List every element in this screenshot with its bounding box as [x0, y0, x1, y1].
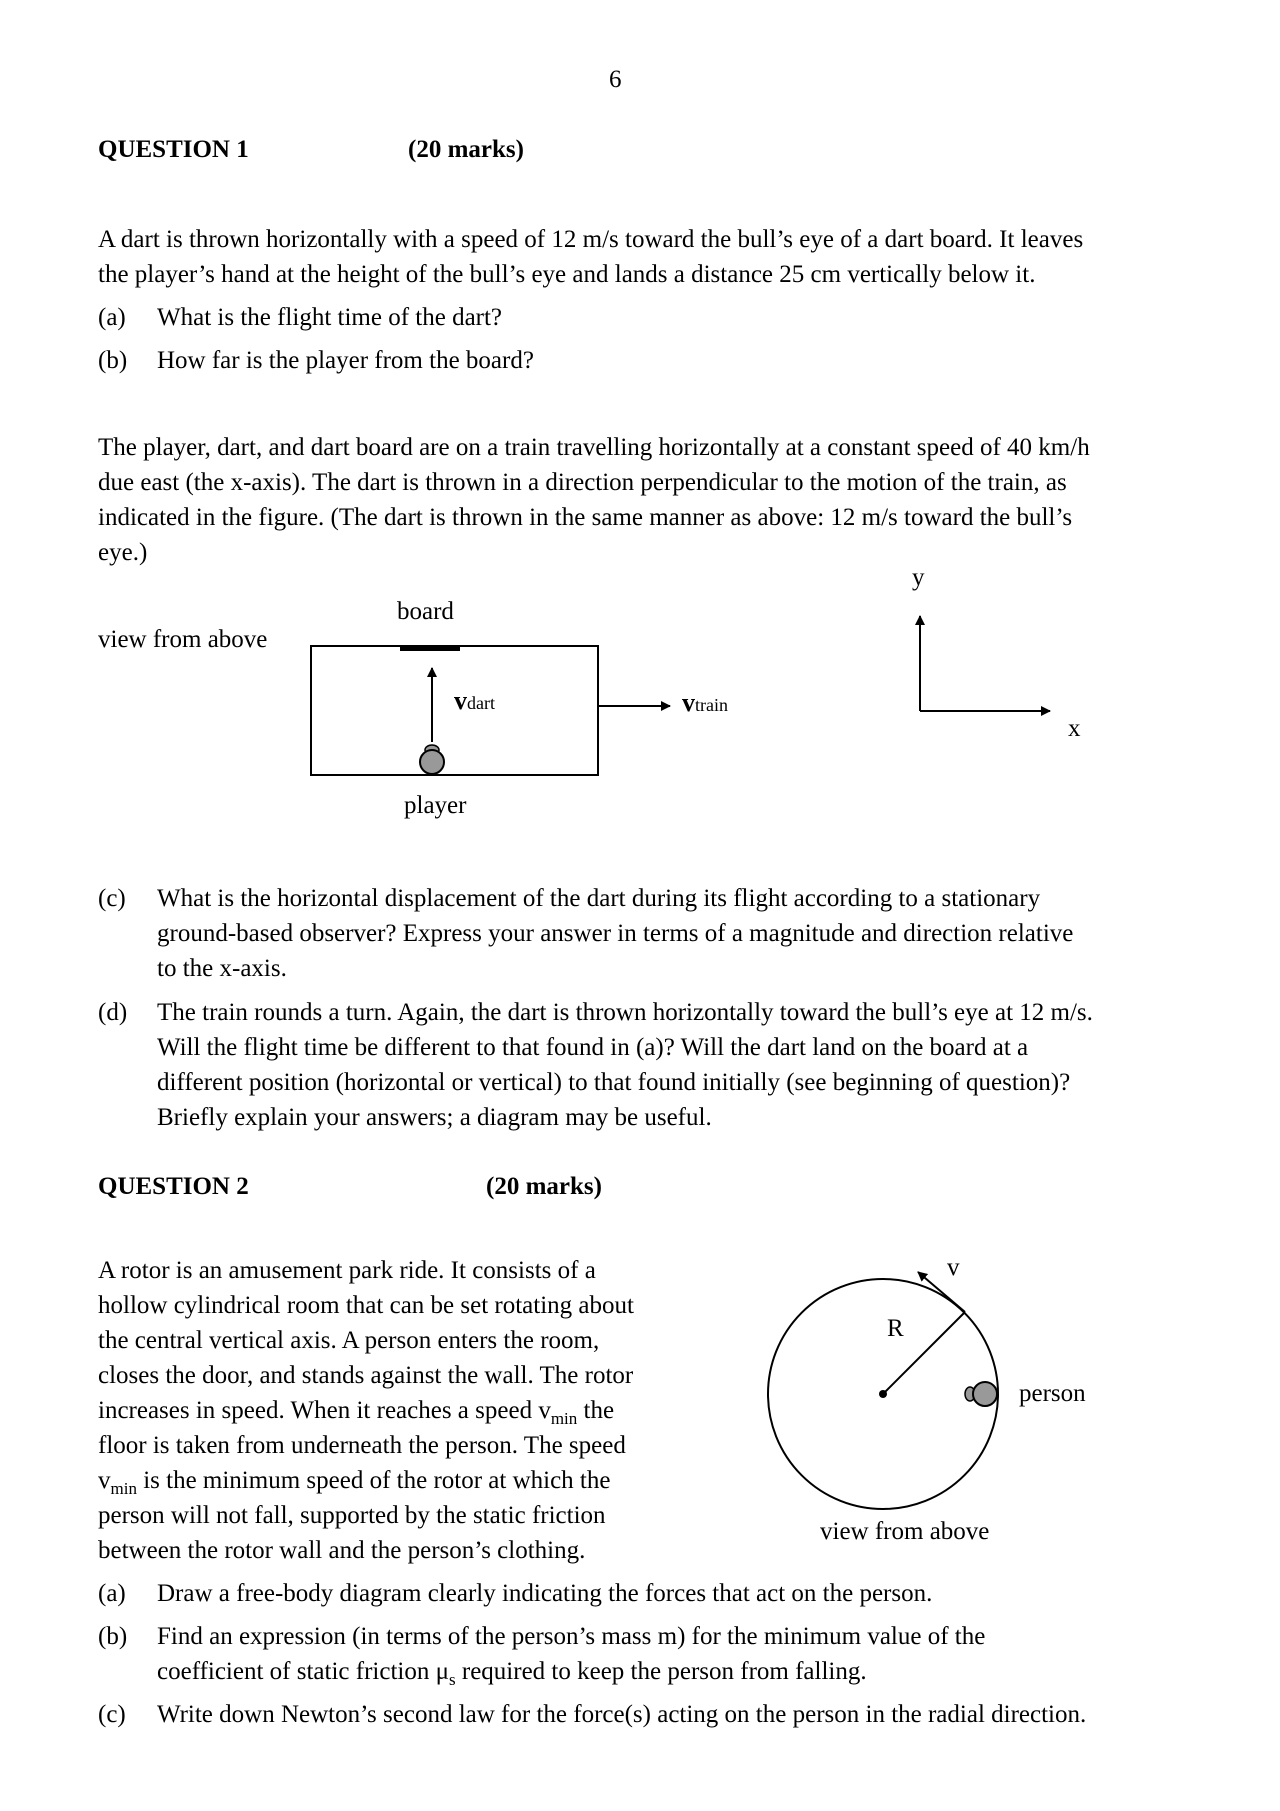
board-label: board: [397, 598, 454, 625]
x-axis-label: x: [1068, 715, 1081, 742]
q1-part-d-line-1: The train rounds a turn. Again, the dart is thrown horizontally toward the bull’s eye at 12 m/s.: [157, 999, 1093, 1026]
player-icon: [420, 745, 444, 774]
q1-part-a-text: What is the flight time of the dart?: [157, 304, 503, 331]
q2-intro-line-4: closes the door, and stands against the wall. The rotor: [98, 1362, 634, 1389]
v-dart-label: vdart: [454, 686, 495, 715]
q2-part-a-label: (a): [98, 1580, 126, 1607]
q1-intro-line-1: A dart is thrown horizontally with a speed of 12 m/s toward the bull’s eye of a dart board. It leaves: [98, 226, 1084, 253]
q2-part-c-label: (c): [98, 1701, 126, 1728]
q2-intro-line-7-pre: v: [98, 1467, 111, 1494]
q2-part-c: [98, 1697, 1248, 1732]
vmin-subscript: min: [110, 1479, 137, 1498]
q2-part-b-line-2-pre: coefficient of static friction μ: [157, 1658, 449, 1685]
q2-part-c-text: Write down Newton’s second law for the force(s) acting on the person in the radial direction.: [157, 1701, 1087, 1728]
person-icon: [965, 1382, 997, 1406]
train-diagram: [0, 560, 1280, 830]
page-number: 6: [609, 66, 622, 93]
q1-part-c-line-3: to the x-axis.: [157, 955, 287, 982]
q2-part-a-text: Draw a free-body diagram clearly indicating the forces that act on the person.: [157, 1580, 933, 1607]
q1-part-d-label: (d): [98, 999, 128, 1026]
q2-part-a: [98, 1576, 1198, 1611]
q1-train-line-3: indicated in the figure. (The dart is thrown in the same manner as above: 12 m/s toward the bull’s: [98, 504, 1073, 531]
q1-part-c-line-2: ground-based observer? Express your answer in terms of a magnitude and direction relative: [157, 920, 1074, 947]
q1-train-line-4: eye.): [98, 539, 148, 566]
q1-train-line-1: The player, dart, and dart board are on a train travelling horizontally at a constant speed of 40 km/h: [98, 434, 1090, 461]
player-label: player: [404, 792, 467, 819]
q1-part-a-label: (a): [98, 304, 126, 331]
question-2-heading: QUESTION 2: [98, 1173, 249, 1200]
q2-part-b-label: (b): [98, 1623, 128, 1650]
q2-intro-line-5: [98, 1393, 614, 1428]
question-2-marks: (20 marks): [486, 1173, 602, 1200]
question-1-marks: (20 marks): [408, 136, 524, 163]
q1-part-b-label: (b): [98, 347, 128, 374]
q2-part-b: [98, 1619, 1198, 1689]
q2-intro-line-7-post: is the minimum speed of the rotor at which the: [136, 1467, 611, 1494]
radius-label: R: [887, 1315, 904, 1342]
q1-part-a: [98, 300, 1148, 335]
q2-intro-line-8: person will not fall, supported by the static friction: [98, 1502, 606, 1529]
q1-part-d-line-3: different position (horizontal or vertical) to that found initially (see beginning of question)?: [157, 1069, 1071, 1096]
q2-part-b-line-2: [157, 1654, 867, 1689]
q1-part-d-line-2: Will the flight time be different to that found in (a)? Will the dart land on the board at a: [157, 1034, 1029, 1061]
view-from-above-label: view from above: [98, 626, 268, 653]
q2-part-b-line-2-post: required to keep the person from falling.: [455, 1658, 867, 1685]
rotor-view-label: view from above: [820, 1518, 990, 1545]
rotor-diagram: [740, 1245, 1240, 1565]
q1-part-c-label: (c): [98, 885, 126, 912]
q1-part-d-line-4: Briefly explain your answers; a diagram may be useful.: [157, 1104, 712, 1131]
vmin-subscript: min: [550, 1409, 578, 1428]
q2-intro-line-3: the central vertical axis. A person enters the room,: [98, 1327, 600, 1354]
q2-intro-line-2: hollow cylindrical room that can be set rotating about: [98, 1292, 634, 1319]
q1-part-c: [98, 881, 1198, 986]
q2-intro-line-1: A rotor is an amusement park ride. It consists of a: [98, 1257, 596, 1284]
velocity-label: v: [947, 1254, 960, 1281]
q2-intro-line-5-post: the: [577, 1397, 615, 1424]
person-label: person: [1019, 1380, 1086, 1407]
q1-part-b-text: How far is the player from the board?: [157, 347, 534, 374]
q1-train-line-2: due east (the x-axis). The dart is thrown in a direction perpendicular to the motion of the train, as: [98, 469, 1067, 496]
q1-part-b: [98, 343, 1148, 378]
q2-intro-line-5-pre: increases in speed. When it reaches a speed v: [98, 1397, 551, 1424]
q2-intro-line-9: between the rotor wall and the person’s clothing.: [98, 1537, 586, 1564]
question-1-heading: QUESTION 1: [98, 136, 249, 163]
q1-part-d: [98, 995, 1248, 1135]
q2-intro-line-7: [98, 1463, 610, 1498]
q2-intro-line-6: floor is taken from underneath the person. The speed: [98, 1432, 626, 1459]
q2-part-b-line-1: Find an expression (in terms of the person’s mass m) for the minimum value of the: [157, 1623, 986, 1650]
q1-part-c-line-1: What is the horizontal displacement of the dart during its flight according to a stationary: [157, 885, 1041, 912]
v-train-label: vtrain: [682, 688, 728, 717]
mu-s-subscript: s: [449, 1670, 456, 1689]
y-axis-label: y: [912, 564, 925, 591]
q1-intro-line-2: the player’s hand at the height of the bull’s eye and lands a distance 25 cm vertically below it.: [98, 261, 1036, 288]
